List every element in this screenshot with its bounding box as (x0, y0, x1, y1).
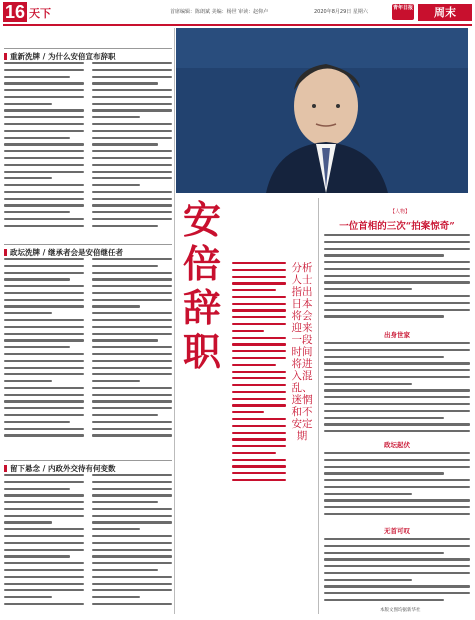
article-text-block (324, 234, 470, 328)
red-bar-icon (4, 53, 7, 60)
article-title: 一位首相的三次“拍案惊奇” (339, 221, 455, 232)
sub-headline: 分析人士指出日本将会迎来一段时间将进入混乱、迷惘和不安定期 (291, 262, 313, 442)
summary-text (232, 262, 286, 492)
subsection-title-2: 政坛起伏 (384, 441, 410, 449)
article-category: 【人物】 (390, 209, 411, 215)
red-bar-icon (4, 249, 7, 256)
column-head-1: 重新洗牌 / 为什么安倍宣布辞职 (4, 48, 172, 59)
main-headline: 安倍辞职 (182, 197, 221, 374)
newspaper-logo: 青年日报 (392, 4, 414, 20)
portrait-photo (176, 28, 468, 193)
weekend-banner: 周末 (418, 4, 472, 21)
article-text-block (4, 258, 84, 448)
section-title: 天下 (29, 7, 51, 20)
article-text-block (92, 62, 172, 232)
issue-date: 2020年8月29日 星期六 (314, 9, 368, 15)
page-number: 16 (4, 2, 26, 22)
red-bar-icon (4, 465, 7, 472)
column-head-3: 留下悬念 / 内政外交待有何变数 (4, 460, 172, 471)
subsection-title-3: 无首可叹 (384, 527, 410, 535)
article-text-block (92, 258, 172, 448)
column-divider (318, 198, 319, 614)
column-head-2: 政坛洗牌 / 继承者会是安倍继任者 (4, 244, 172, 255)
article-text-block (4, 62, 84, 232)
article-text-block (324, 342, 470, 438)
column-divider (174, 28, 175, 614)
editor-meta: 首席编辑：陈朗斌 美编：杨世 审读：赵仰卢 (170, 9, 269, 15)
masthead-rule (3, 24, 472, 26)
article-text-block (92, 474, 172, 614)
article-text-block (324, 452, 470, 524)
photo-illustration (176, 28, 468, 193)
article-text-block (4, 474, 84, 614)
subsection-title-1: 出身世家 (384, 331, 410, 339)
photo-credit: 本版文图均据新华社 (380, 608, 421, 613)
article-text-block (324, 538, 470, 606)
